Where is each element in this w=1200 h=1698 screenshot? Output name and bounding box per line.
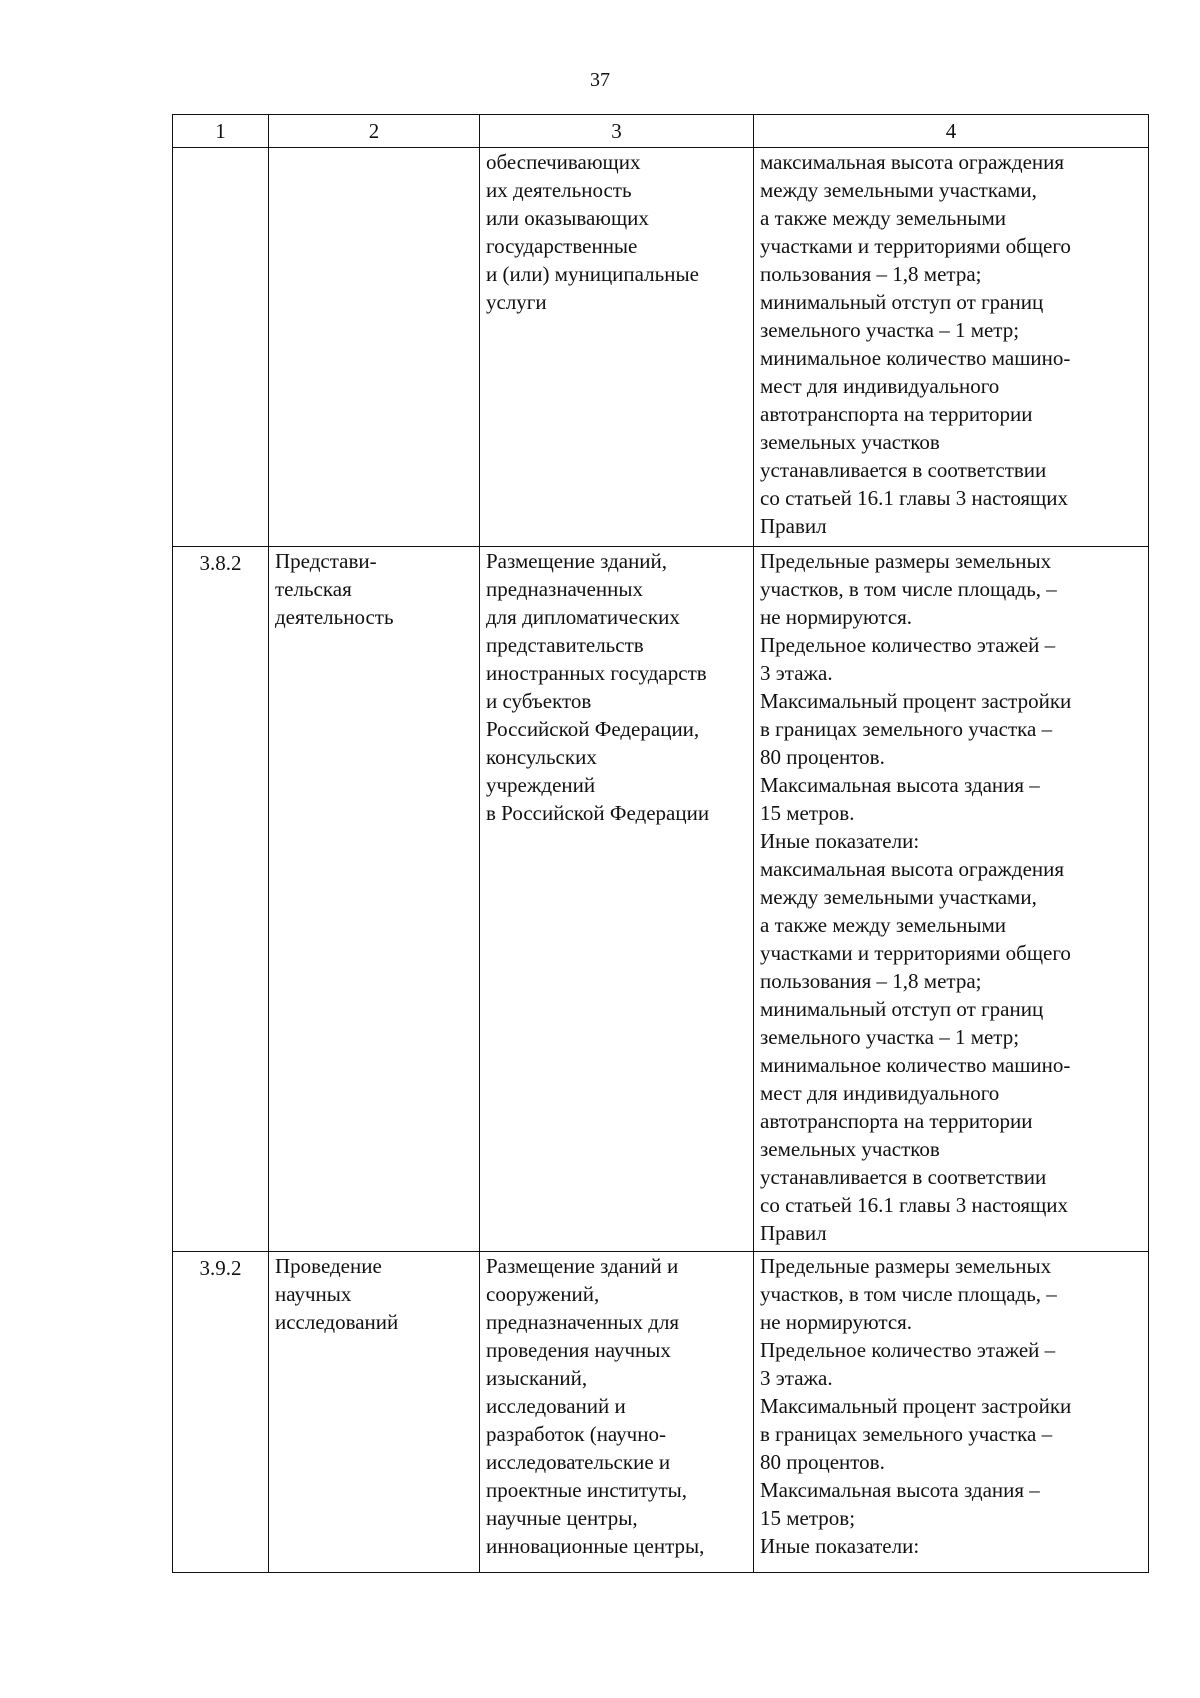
table-row-continuation xyxy=(173,148,1149,547)
table-row-3-9-2 xyxy=(173,1252,1149,1573)
cell-description: Размещение зданий, предназначенных для дипломатических представительств иностранных государств и субъектов Российской Федерации, консульских учреждений в Российской Федерации xyxy=(480,547,754,1252)
land-use-regulations-table xyxy=(172,114,1149,1573)
cell-parameters: максимальная высота ограждения между земельными участками, а также между земельными участками и территориями общего пользования – 1,8 метра; минимальный отступ от границ земельного участка – 1 метр; минимальное количество машино- мест для индивидуального автотранспорта на территории земельных участков устанавливается в соответствии со статьей 16.1 главы 3 настоящих Правил xyxy=(754,148,1149,547)
header-col-1: 1 xyxy=(173,115,269,148)
table-header-row xyxy=(173,115,1149,148)
cell-name: Проведение научных исследований xyxy=(269,1252,480,1573)
cell-code xyxy=(173,148,269,547)
cell-code: 3.8.2 xyxy=(173,547,269,1252)
cell-parameters: Предельные размеры земельных участков, в том числе площадь, – не нормируются. Предельное количество этажей – 3 этажа. Максимальный процент застройки в границах земельного участка – 80 процентов. Максимальная высота здания – 15 метров; Иные показатели: xyxy=(754,1252,1149,1573)
header-col-2: 2 xyxy=(269,115,480,148)
page-number: 37 xyxy=(590,69,610,91)
cell-parameters: Предельные размеры земельных участков, в том числе площадь, – не нормируются. Предельное количество этажей – 3 этажа. Максимальный процент застройки в границах земельного участка – 80 процентов. Максимальная высота здания – 15 метров. Иные показатели: максимальная высота ограждения между земельными участками, а также между земельными участками и территориями общего пользования – 1,8 метра; минимальный отступ от границ земельного участка – 1 метр; минимальное количество машино- мест для индивидуального автотранспорта на территории земельных участков устанавливается в соответствии со статьей 16.1 главы 3 настоящих Правил xyxy=(754,547,1149,1252)
table-row-3-8-2 xyxy=(173,547,1149,1252)
cell-code: 3.9.2 xyxy=(173,1252,269,1573)
header-col-4: 4 xyxy=(754,115,1149,148)
cell-description: обеспечивающих их деятельность или оказывающих государственные и (или) муниципальные услуги xyxy=(480,148,754,547)
header-col-3: 3 xyxy=(480,115,754,148)
cell-name xyxy=(269,148,480,547)
cell-description: Размещение зданий и сооружений, предназначенных для проведения научных изысканий, исследований и разработок (научно- исследовательские и проектные институты, научные центры, инновационные центры, xyxy=(480,1252,754,1573)
cell-name: Представи- тельская деятельность xyxy=(269,547,480,1252)
